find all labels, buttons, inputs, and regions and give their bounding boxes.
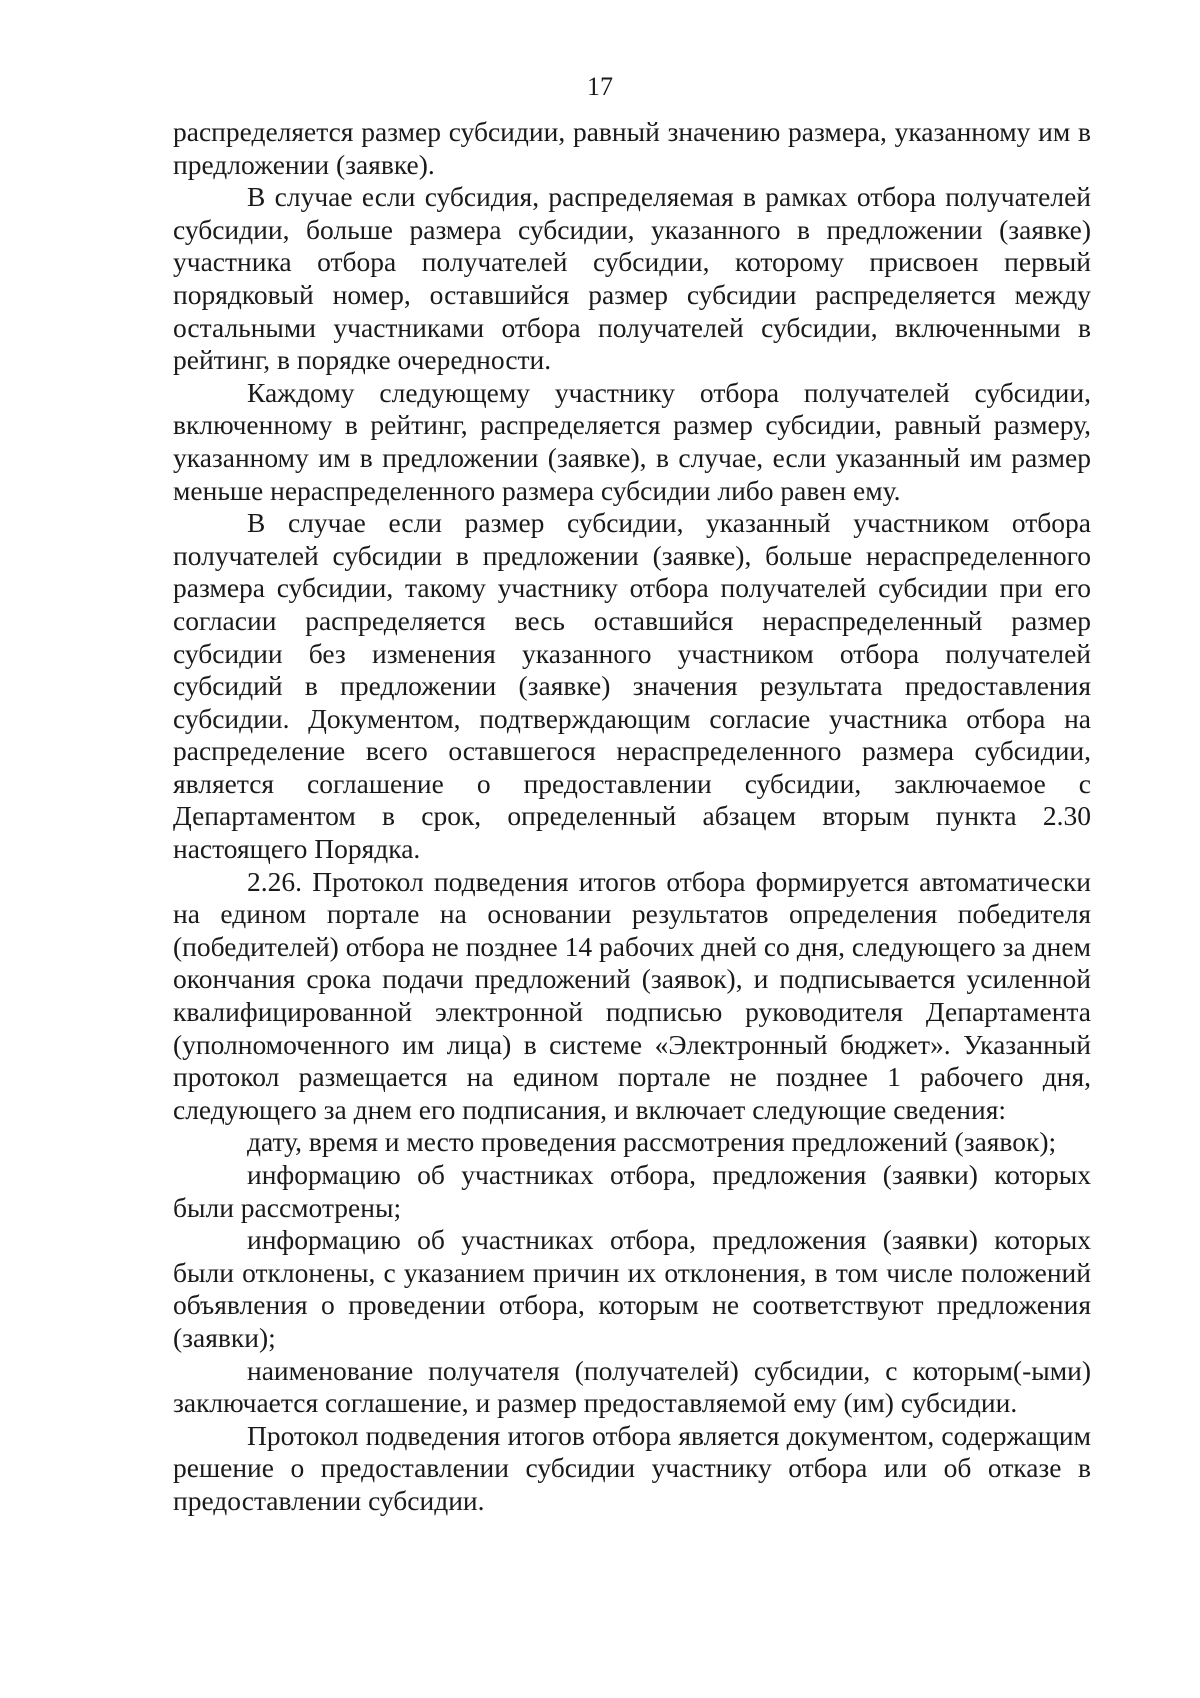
paragraph-continuation: распределяется размер субсидии, равный значению размера, указанному им в предложении (заявке). xyxy=(173,116,1091,180)
page-number: 17 xyxy=(587,72,613,101)
document-body xyxy=(173,116,1091,1518)
list-item: информацию об участниках отбора, предложения (заявки) которых были рассмотрены; xyxy=(173,1159,1091,1223)
list-item: дату, время и место проведения рассмотрения предложений (заявок); xyxy=(247,1126,1057,1158)
list-item: информацию об участниках отбора, предложения (заявки) которых были отклонены, с указанием причин их отклонения, в том числе положений объявления о проведении отбора, которым не соответствуют предложения (заявки); xyxy=(173,1224,1091,1353)
paragraph-clause-2-26: 2.26. Протокол подведения итогов отбора формируется автоматически на едином портале на основании результатов определения победителя (победителей) отбора не позднее 14 рабочих дней со дня, следующего за днем окончания срока подачи предложений (заявок), и подписывается усиленной квалифицированной электронной подписью руководителя Департамента (уполномоченного им лица) в системе «Электронный бюджет». Указанный протокол размещается на едином портале не позднее 1 рабочего дня, следующего за днем его подписания, и включает следующие сведения: xyxy=(173,865,1091,1125)
paragraph: Каждому следующему участнику отбора получателей субсидии, включенному в рейтинг, распределяется размер субсидии, равный размеру, указанному им в предложении (заявке), в случае, если указанный им размер меньше нераспределенного размера субсидии либо равен ему. xyxy=(173,376,1091,506)
paragraph: В случае если размер субсидии, указанный участником отбора получателей субсидии в предложении (заявке), больше нераспределенного размера субсидии, такому участнику отбора получателей субсидии при его согласии распределяется весь оставшийся нераспределенный размер субсидии без изменения указанного участником отбора получателей субсидий в предложении (заявке) значения результата предоставления субсидии. Документом, подтверждающим согласие участника отбора на распределение всего оставшегося нераспределенного размера субсидии, является соглашение о предоставлении субсидии, заключаемое с Департаментом в срок, определенный абзацем вторым пункта 2.30 настоящего Порядка. xyxy=(173,507,1091,865)
paragraph: Протокол подведения итогов отбора является документом, содержащим решение о предоставлении субсидии участнику отбора или об отказе в предоставлении субсидии. xyxy=(173,1419,1091,1516)
list-item: наименование получателя (получателей) субсидии, с которым(-ыми) заключается соглашение, и размер предоставляемой ему (им) субсидии. xyxy=(173,1354,1091,1419)
paragraph: В случае если субсидия, распределяемая в рамках отбора получателей субсидии, больше размера субсидии, указанного в предложении (заявке) участника отбора получателей субсидии, которому присвоен первый порядковый номер, оставшийся размер субсидии распределяется между остальными участниками отбора получателей субсидии, включенными в рейтинг, в порядке очередности. xyxy=(173,181,1091,376)
